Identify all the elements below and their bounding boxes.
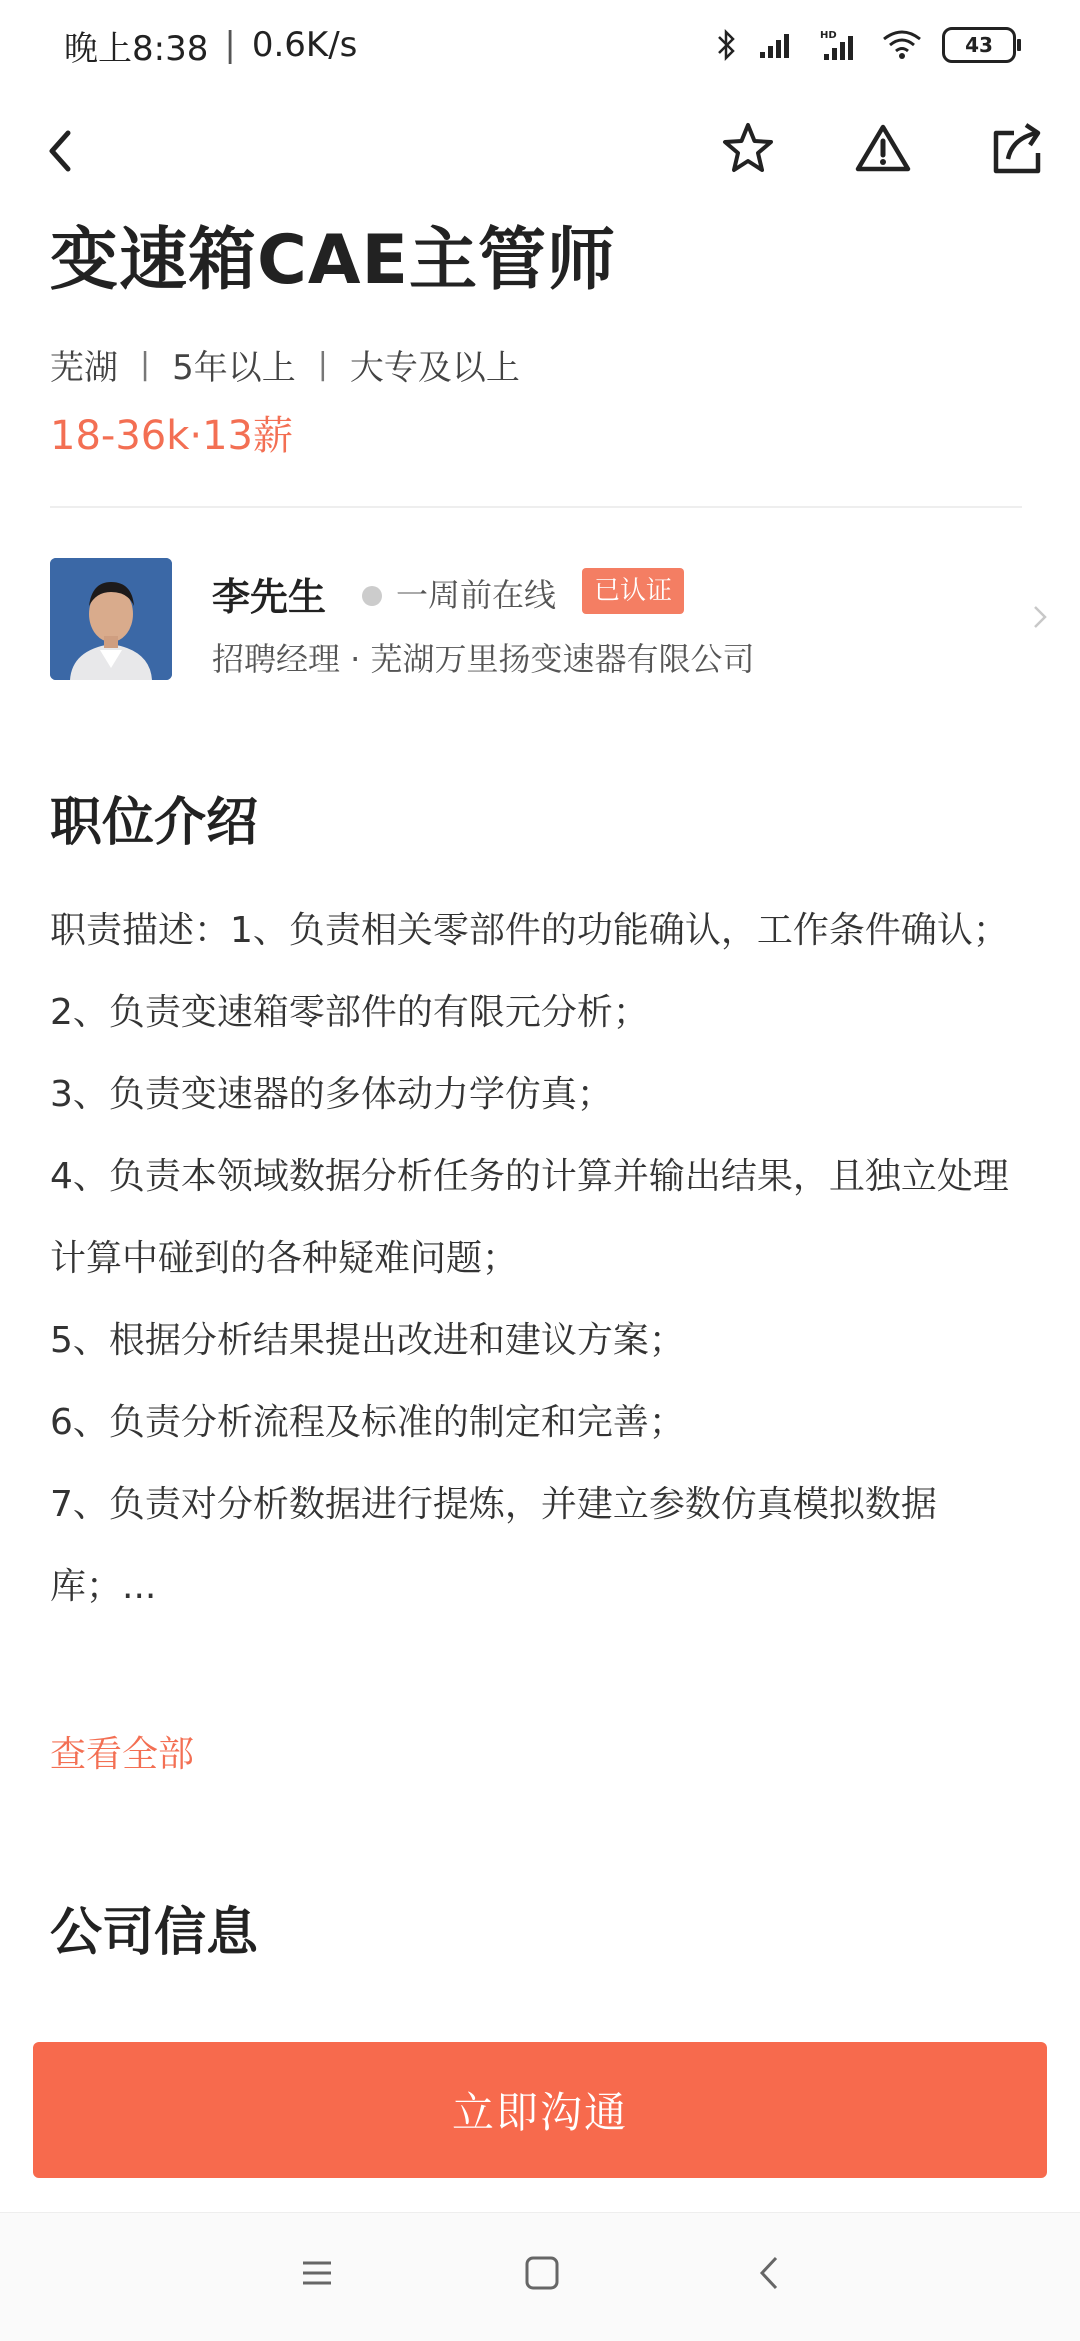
- divider: [50, 506, 1022, 508]
- svg-text:HD: HD: [820, 30, 837, 41]
- job-experience: 5年以上: [172, 348, 296, 388]
- description-line: 3、负责变速器的多体动力学仿真；: [50, 1074, 613, 1115]
- recruiter-name: 李先生: [212, 575, 327, 619]
- status-bar: [0, 0, 1080, 90]
- status-separator: |: [224, 25, 236, 65]
- system-nav-bar: [0, 2212, 1080, 2341]
- description-line: 5、根据分析结果提出改进和建议方案；: [50, 1320, 685, 1361]
- job-education: 大专及以上: [349, 348, 520, 388]
- wifi-icon: [882, 29, 922, 61]
- job-meta: [50, 340, 520, 389]
- status-time: 晚上8:38: [64, 28, 209, 69]
- star-icon[interactable]: [718, 119, 778, 179]
- job-title: 变速箱CAE主管师: [50, 221, 616, 300]
- job-salary: 18-36k·13薪: [50, 413, 294, 459]
- status-right: [716, 27, 1016, 63]
- chat-now-button[interactable]: 立即沟通: [33, 2042, 1047, 2178]
- battery-icon: [942, 27, 1016, 63]
- hd-signal-icon: [818, 28, 862, 62]
- description-line: 2、负责变速箱零部件的有限元分析；: [50, 992, 649, 1033]
- recruiter-company: 招聘经理 · 芜湖万里扬变速器有限公司: [212, 640, 755, 678]
- chevron-right-icon: [1030, 602, 1050, 632]
- description-line: 4、负责本领域数据分析任务的计算并输出结果，且独立处理计算中碰到的各种疑难问题；: [50, 1156, 1009, 1279]
- home-icon[interactable]: [524, 2255, 560, 2291]
- bluetooth-icon: [716, 28, 738, 62]
- menu-icon[interactable]: [300, 2255, 334, 2291]
- recruiter-card[interactable]: [50, 556, 1050, 686]
- online-status: 一周前在线: [396, 576, 557, 614]
- battery-level: 43: [965, 33, 993, 57]
- job-city: 芜湖: [50, 348, 118, 388]
- avatar-portrait-icon: [50, 558, 172, 680]
- warning-icon[interactable]: [852, 119, 914, 179]
- description-line: 6、负责分析流程及标准的制定和完善；: [50, 1402, 685, 1443]
- job-description-title: 职位介绍: [50, 793, 259, 853]
- company-info-title: 公司信息: [50, 1903, 259, 1963]
- description-line: 职责描述：1、负责相关零部件的功能确认，工作条件确认；: [50, 910, 1009, 951]
- online-status-dot: [362, 586, 382, 606]
- view-all-link[interactable]: 查看全部: [50, 1734, 195, 1775]
- avatar[interactable]: [50, 558, 172, 680]
- status-left: [64, 21, 357, 70]
- back-icon[interactable]: [38, 123, 88, 179]
- top-nav: [0, 105, 1080, 195]
- job-description: [50, 890, 1040, 1628]
- signal-icon: [758, 30, 798, 60]
- network-speed: 0.6K/s: [251, 25, 358, 65]
- meta-separator: |: [317, 347, 328, 382]
- description-line: 7、负责对分析数据进行提炼，并建立参数仿真模拟数据库；...: [50, 1484, 937, 1607]
- system-back-icon[interactable]: [754, 2253, 784, 2293]
- meta-separator: |: [140, 347, 151, 382]
- verified-badge: 已认证: [582, 568, 684, 614]
- share-icon[interactable]: [990, 119, 1046, 179]
